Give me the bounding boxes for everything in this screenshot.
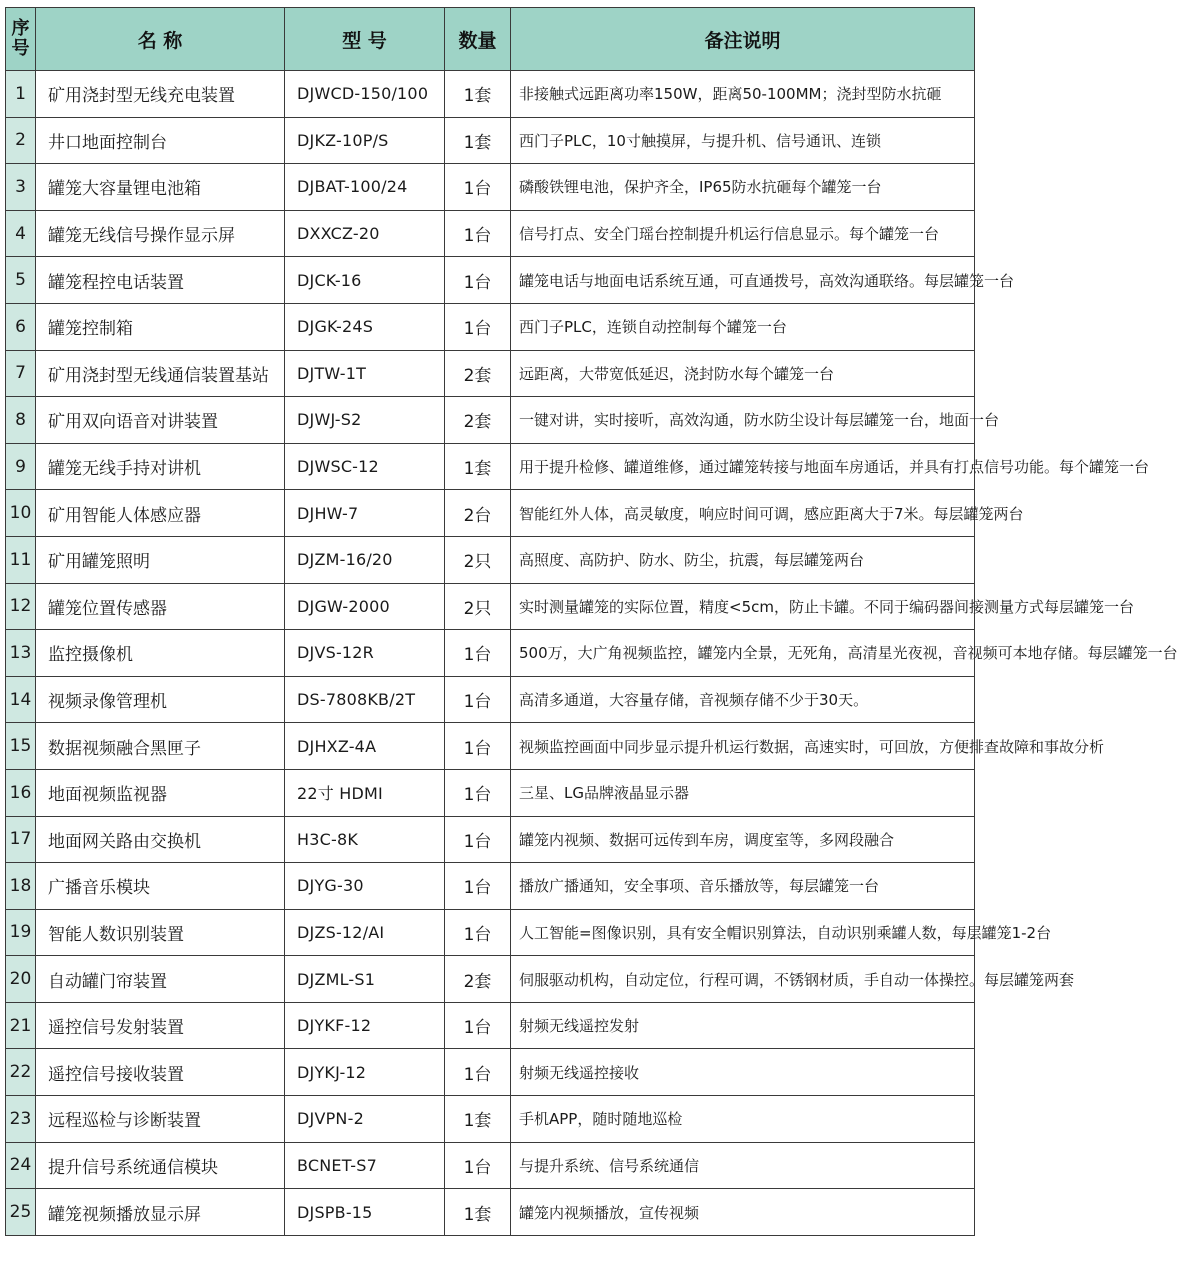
row-note: 实时测量罐笼的实际位置，精度<5cm，防止卡罐。不同于编码器间接测量方式每层罐笼一台 [511,583,975,630]
row-no: 5 [6,257,36,304]
row-note: 罐笼电话与地面电话系统互通，可直通拨号，高效沟通联络。每层罐笼一台 [511,257,975,304]
row-no: 13 [6,630,36,677]
row-name: 矿用双向语音对讲装置 [36,397,285,444]
row-qty: 1台 [445,257,511,304]
row-no: 7 [6,350,36,397]
row-qty: 1台 [445,1142,511,1189]
row-model: DJCK-16 [285,257,445,304]
row-name: 矿用浇封型无线充电装置 [36,71,285,118]
row-model: DJZS-12/AI [285,909,445,956]
row-no: 11 [6,536,36,583]
row-note: 高清多通道，大容量存储，音视频存储不少于30天。 [511,676,975,723]
row-note: 罐笼内视频、数据可远传到车房，调度室等，多网段融合 [511,816,975,863]
row-no: 6 [6,303,36,350]
row-model: DJZM-16/20 [285,536,445,583]
row-no: 20 [6,956,36,1003]
row-note: 人工智能=图像识别，具有安全帽识别算法，自动识别乘罐人数，每层罐笼1-2台 [511,909,975,956]
row-name: 罐笼程控电话装置 [36,257,285,304]
row-qty: 1台 [445,769,511,816]
row-model: DJWCD-150/100 [285,71,445,118]
row-model: BCNET-S7 [285,1142,445,1189]
row-no: 4 [6,210,36,257]
header-name: 名 称 [36,8,285,71]
row-note: 用于提升检修、罐道维修，通过罐笼转接与地面车房通话，并具有打点信号功能。每个罐笼一台 [511,443,975,490]
row-no: 18 [6,863,36,910]
row-qty: 1台 [445,676,511,723]
row-name: 视频录像管理机 [36,676,285,723]
row-qty: 2套 [445,350,511,397]
row-no: 1 [6,71,36,118]
table-row [6,117,975,164]
row-note: 信号打点、安全门瑶台控制提升机运行信息显示。每个罐笼一台 [511,210,975,257]
row-model: H3C-8K [285,816,445,863]
row-model: DJYKJ-12 [285,1049,445,1096]
row-note: 远距离，大带宽低延迟，浇封防水每个罐笼一台 [511,350,975,397]
table-row [6,1002,975,1049]
table-row [6,956,975,1003]
row-note: 西门子PLC，10寸触摸屏，与提升机、信号通讯、连锁 [511,117,975,164]
row-qty: 1套 [445,443,511,490]
row-qty: 1套 [445,1189,511,1236]
row-no: 12 [6,583,36,630]
row-note: 磷酸铁锂电池，保护齐全，IP65防水抗砸每个罐笼一台 [511,164,975,211]
row-name: 矿用浇封型无线通信装置基站 [36,350,285,397]
row-model: DJKZ-10P/S [285,117,445,164]
table-row [6,1189,975,1236]
row-note: 视频监控画面中同步显示提升机运行数据，高速实时，可回放，方便排查故障和事故分析 [511,723,975,770]
row-no: 22 [6,1049,36,1096]
table-row [6,909,975,956]
row-no: 10 [6,490,36,537]
table-row [6,164,975,211]
table-row [6,303,975,350]
row-note: 智能红外人体，高灵敏度，响应时间可调，感应距离大于7米。每层罐笼两台 [511,490,975,537]
row-model: DJWSC-12 [285,443,445,490]
table-row [6,257,975,304]
row-name: 罐笼控制箱 [36,303,285,350]
row-name: 遥控信号接收装置 [36,1049,285,1096]
row-model: DS-7808KB/2T [285,676,445,723]
row-no: 9 [6,443,36,490]
row-name: 地面视频监视器 [36,769,285,816]
row-qty: 1台 [445,303,511,350]
row-name: 提升信号系统通信模块 [36,1142,285,1189]
row-no: 15 [6,723,36,770]
row-qty: 1套 [445,71,511,118]
row-name: 矿用智能人体感应器 [36,490,285,537]
row-name: 罐笼无线手持对讲机 [36,443,285,490]
row-name: 矿用罐笼照明 [36,536,285,583]
row-no: 25 [6,1189,36,1236]
row-qty: 1台 [445,210,511,257]
row-name: 罐笼位置传感器 [36,583,285,630]
row-model: DJYG-30 [285,863,445,910]
table-row [6,630,975,677]
row-no: 8 [6,397,36,444]
header-no: 序 号 [6,8,36,71]
row-model: DJVPN-2 [285,1096,445,1143]
row-note: 三星、LG品牌液晶显示器 [511,769,975,816]
header-note: 备注说明 [511,8,975,71]
row-no: 24 [6,1142,36,1189]
table-row [6,536,975,583]
row-note: 与提升系统、信号系统通信 [511,1142,975,1189]
row-name: 罐笼视频播放显示屏 [36,1189,285,1236]
row-model: DJVS-12R [285,630,445,677]
table-row [6,1142,975,1189]
row-model: DJBAT-100/24 [285,164,445,211]
equipment-list [5,7,1178,1236]
table-row [6,583,975,630]
row-qty: 1台 [445,816,511,863]
row-model: DJWJ-S2 [285,397,445,444]
table-row [6,397,975,444]
row-model: DJZML-S1 [285,956,445,1003]
row-note: 伺服驱动机构，自动定位，行程可调，不锈钢材质，手自动一体操控。每层罐笼两套 [511,956,975,1003]
row-name: 广播音乐模块 [36,863,285,910]
table-row [6,71,975,118]
header-qty: 数量 [445,8,511,71]
row-name: 井口地面控制台 [36,117,285,164]
row-model: DXXCZ-20 [285,210,445,257]
row-qty: 1台 [445,630,511,677]
table-row [6,210,975,257]
row-model: DJHXZ-4A [285,723,445,770]
table-row [6,723,975,770]
row-no: 2 [6,117,36,164]
row-no: 14 [6,676,36,723]
row-note: 射频无线遥控接收 [511,1049,975,1096]
row-no: 16 [6,769,36,816]
row-qty: 1台 [445,723,511,770]
header-model: 型 号 [285,8,445,71]
row-note: 非接触式远距离功率150W，距离50-100MM；浇封型防水抗砸 [511,71,975,118]
table-row [6,490,975,537]
table-header-row [6,8,975,71]
row-name: 远程巡检与诊断装置 [36,1096,285,1143]
row-note: 一键对讲，实时接听，高效沟通，防水防尘设计每层罐笼一台，地面一台 [511,397,975,444]
row-no: 23 [6,1096,36,1143]
row-qty: 2套 [445,956,511,1003]
row-note: 西门子PLC，连锁自动控制每个罐笼一台 [511,303,975,350]
row-qty: 1套 [445,117,511,164]
row-name: 罐笼大容量锂电池箱 [36,164,285,211]
row-no: 17 [6,816,36,863]
row-note: 高照度、高防护、防水、防尘，抗震，每层罐笼两台 [511,536,975,583]
row-model: 22寸 HDMI [285,769,445,816]
equipment-table [5,7,1178,1236]
row-model: DJHW-7 [285,490,445,537]
row-no: 21 [6,1002,36,1049]
row-note: 播放广播通知，安全事项、音乐播放等，每层罐笼一台 [511,863,975,910]
table-row [6,863,975,910]
row-name: 罐笼无线信号操作显示屏 [36,210,285,257]
row-model: DJGK-24S [285,303,445,350]
row-name: 数据视频融合黑匣子 [36,723,285,770]
table-row [6,350,975,397]
row-model: DJYKF-12 [285,1002,445,1049]
row-name: 监控摄像机 [36,630,285,677]
row-note: 500万，大广角视频监控，罐笼内全景，无死角，高清星光夜视，音视频可本地存储。每层罐笼一台 [511,630,975,677]
row-qty: 1台 [445,164,511,211]
row-name: 自动罐门帘装置 [36,956,285,1003]
table-row [6,443,975,490]
row-qty: 1台 [445,863,511,910]
table-row [6,816,975,863]
row-model: DJTW-1T [285,350,445,397]
row-qty: 1台 [445,1049,511,1096]
table-row [6,676,975,723]
row-name: 地面网关路由交换机 [36,816,285,863]
row-qty: 2只 [445,536,511,583]
row-qty: 2台 [445,490,511,537]
row-no: 3 [6,164,36,211]
row-note: 手机APP，随时随地巡检 [511,1096,975,1143]
row-model: DJSPB-15 [285,1189,445,1236]
row-qty: 1台 [445,909,511,956]
row-qty: 1台 [445,1002,511,1049]
row-no: 19 [6,909,36,956]
row-qty: 2只 [445,583,511,630]
row-note: 罐笼内视频播放，宣传视频 [511,1189,975,1236]
row-qty: 2套 [445,397,511,444]
table-row [6,1096,975,1143]
row-model: DJGW-2000 [285,583,445,630]
row-name: 遥控信号发射装置 [36,1002,285,1049]
table-row [6,1049,975,1096]
table-row [6,769,975,816]
row-name: 智能人数识别装置 [36,909,285,956]
row-note: 射频无线遥控发射 [511,1002,975,1049]
row-qty: 1套 [445,1096,511,1143]
